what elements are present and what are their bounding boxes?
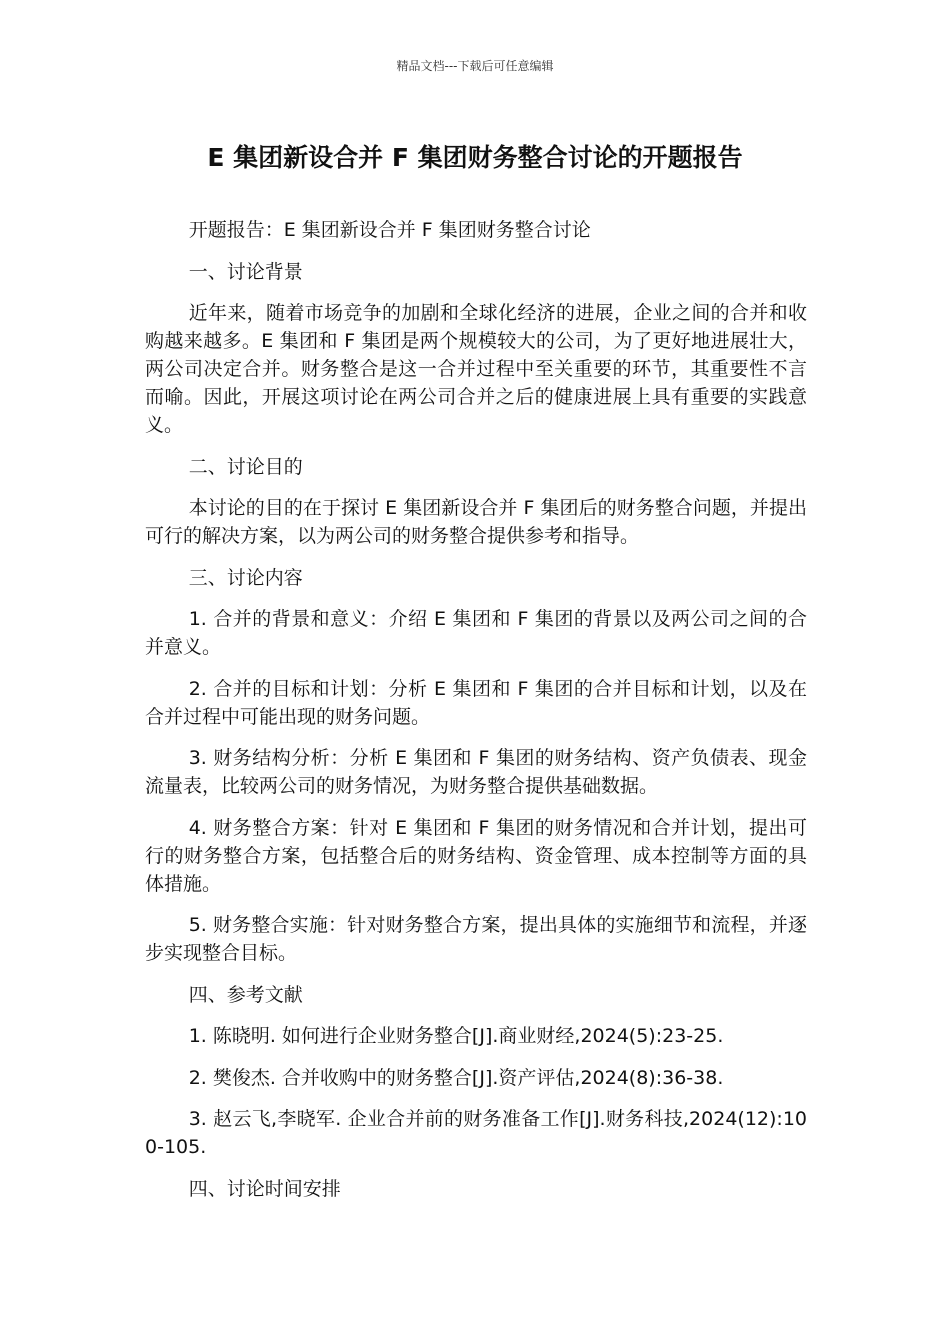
section-heading-references: 四、参考文献 [188,983,303,1006]
section-heading-content: 三、讨论内容 [188,566,303,589]
section-heading-schedule: 四、讨论时间安排 [188,1177,341,1200]
report-subtitle: 开题报告：E 集团新设合并 F 集团财务整合讨论 [188,219,591,241]
section-heading-purpose: 二、讨论目的 [188,455,303,478]
document-body [145,216,807,1216]
content-item: 2. 合并的目标和计划：分析 E 集团和 F 集团的合并目标和计划，以及在合并过程中可能出现的财务问题。 [145,677,807,728]
background-paragraph: 近年来，随着市场竞争的加剧和全球化经济的进展，企业之间的合并和收购越来越多。E 集团和 F 集团是两个规模较大的公司，为了更好地进展壮大，两公司决定合并。财务整合是这一合并过程中至关重要的环节，其重要性不言而喻。因此，开展这项讨论在两公司合并之后的健康进展上具有重要的实践意义。 [145,302,807,436]
document-title: E 集团新设合并 F 集团财务整合讨论的开题报告 [207,143,743,172]
section-heading-background: 一、讨论背景 [188,260,303,283]
reference-item: 3. 赵云飞,李晓军. 企业合并前的财务准备工作[J].财务科技,2024(12):100-105. [145,1108,807,1158]
purpose-paragraph: 本讨论的目的在于探讨 E 集团新设合并 F 集团后的财务整合问题，并提出可行的解决方案，以为两公司的财务整合提供参考和指导。 [145,497,807,547]
page-header-note: 精品文档---下载后可任意编辑 [396,59,554,73]
content-item: 5. 财务整合实施：针对财务整合方案，提出具体的实施细节和流程，并逐步实现整合目标。 [145,914,807,964]
reference-item: 1. 陈晓明. 如何进行企业财务整合[J].商业财经,2024(5):23-25. [188,1025,724,1047]
content-item: 1. 合并的背景和意义：介绍 E 集团和 F 集团的背景以及两公司之间的合并意义。 [145,608,807,658]
content-item: 3. 财务结构分析：分析 E 集团和 F 集团的财务结构、资产负债表、现金流量表，比较两公司的财务情况，为财务整合提供基础数据。 [145,747,807,797]
content-item: 4. 财务整合方案：针对 E 集团和 F 集团的财务情况和合并计划，提出可行的财务整合方案，包括整合后的财务结构、资金管理、成本控制等方面的具体措施。 [145,816,807,895]
reference-item: 2. 樊俊杰. 合并收购中的财务整合[J].资产评估,2024(8):36-38. [188,1066,724,1089]
